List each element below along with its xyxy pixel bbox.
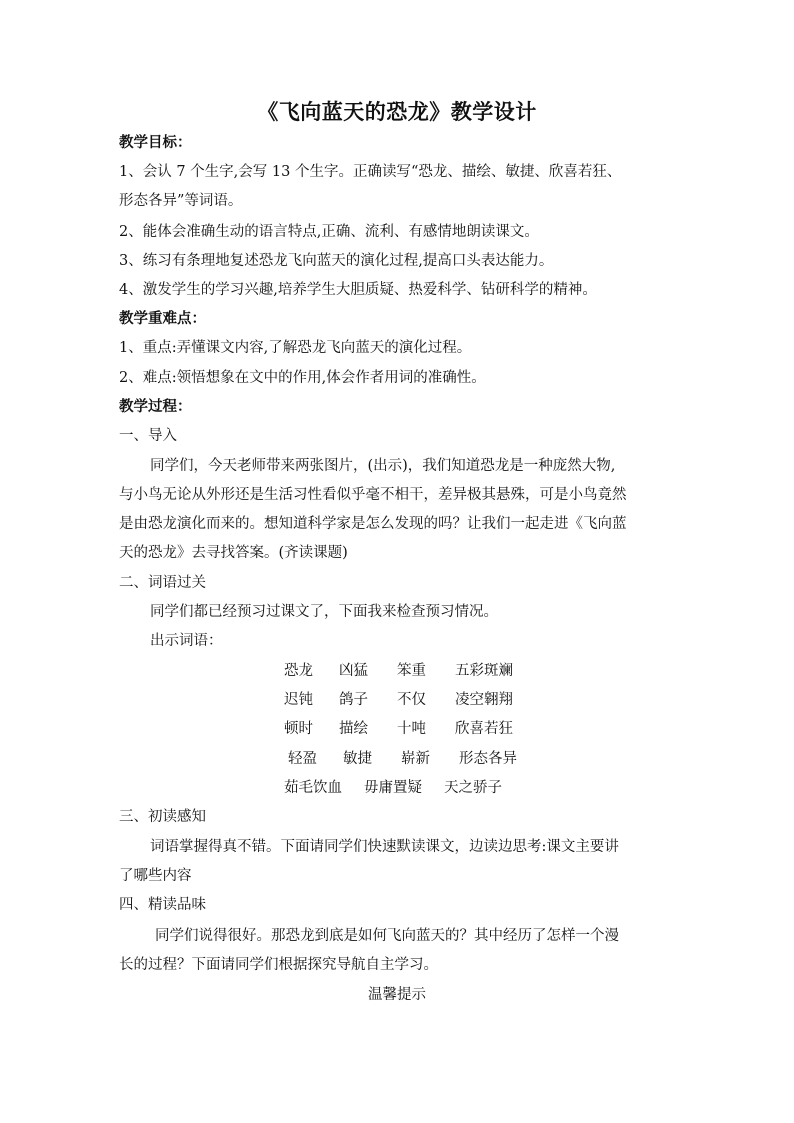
vocab-row (284, 661, 544, 681)
goal-line: 4、激发学生的学习兴趣,培养学生大胆质疑、热爱科学、钻研科学的精神。 (119, 282, 597, 298)
heading-goals: 教学目标： (119, 135, 192, 151)
key-point-line: 2、难点:领悟想象在文中的作用,体会作者用词的准确性。 (119, 370, 486, 386)
paragraph-line: 出示词语： (150, 633, 223, 649)
paragraph-line: 了哪些内容 (119, 868, 192, 884)
vocab-word: 欣喜若狂 (455, 721, 513, 737)
section-heading: 三、初读感知 (119, 809, 206, 825)
vocab-word: 十吨 (397, 721, 426, 737)
section-heading: 一、导入 (119, 428, 177, 444)
vocab-word: 描绘 (339, 721, 368, 737)
vocab-word: 鸽子 (339, 692, 368, 708)
vocab-word: 笨重 (397, 663, 426, 679)
paragraph-line: 与小鸟无论从外形还是生活习性看似乎毫不相干，差异极其悬殊，可是小鸟竟然 (119, 487, 627, 503)
goal-line: 3、练习有条理地复述恐龙飞向蓝天的演化过程,提高口头表达能力。 (119, 253, 554, 269)
vocab-row (284, 778, 544, 798)
vocab-word: 敏捷 (343, 751, 372, 767)
tip-heading: 温馨提示 (368, 987, 426, 1003)
heading-process: 教学过程： (119, 399, 192, 415)
paragraph-line: 同学们说得很好。那恐龙到底是如何飞向蓝天的？其中经历了怎样一个漫 (155, 928, 619, 944)
vocab-word: 凶猛 (339, 663, 368, 679)
goal-line: 1、会认 7 个生字,会写 13 个生字。正确读写“恐龙、描绘、敏捷、欣喜若狂、 (119, 164, 622, 180)
vocab-word: 崭新 (401, 751, 430, 767)
paragraph-line: 词语掌握得真不错。下面请同学们快速默读课文，边读边思考:课文主要讲 (150, 839, 619, 855)
paragraph-line: 同学们，今天老师带来两张图片，(出示)，我们知道恐龙是一种庞然大物, (150, 458, 616, 474)
paragraph-line: 长的过程？下面请同学们根据探究导航自主学习。 (119, 957, 438, 973)
paragraph-line: 天的恐龙》去寻找答案。(齐读课题) (119, 545, 348, 561)
vocab-word: 凌空翱翔 (455, 692, 513, 708)
paragraph-line: 同学们都已经预习过课文了，下面我来检查预习情况。 (150, 604, 498, 620)
vocab-row (284, 690, 544, 710)
vocab-word: 迟钝 (284, 692, 313, 708)
section-heading: 四、精读品味 (119, 897, 206, 913)
vocab-word: 不仅 (397, 692, 426, 708)
vocab-word: 形态各异 (459, 751, 517, 767)
goal-line: 形态各异”等词语。 (119, 193, 243, 209)
vocab-word: 顿时 (284, 721, 313, 737)
vocab-row (288, 749, 548, 769)
vocab-word: 轻盈 (288, 751, 317, 767)
section-heading: 二、词语过关 (119, 575, 206, 591)
vocab-word: 恐龙 (284, 663, 313, 679)
paragraph-line: 是由恐龙演化而来的。想知道科学家是怎么发现的吗？让我们一起走进《飞向蓝 (119, 516, 627, 532)
vocab-word: 天之骄子 (444, 780, 502, 796)
vocab-word: 五彩斑斓 (455, 663, 513, 679)
vocab-row (284, 719, 544, 739)
vocab-word: 毋庸置疑 (364, 780, 422, 796)
goal-line: 2、能体会准确生动的语言特点,正确、流利、有感情地朗读课文。 (119, 224, 539, 240)
page-title: 《飞向蓝天的恐龙》教学设计 (257, 100, 537, 124)
key-point-line: 1、重点:弄懂课文内容,了解恐龙飞向蓝天的演化过程。 (119, 340, 472, 356)
heading-key-points: 教学重难点： (119, 311, 206, 327)
vocab-word: 茹毛饮血 (284, 780, 342, 796)
